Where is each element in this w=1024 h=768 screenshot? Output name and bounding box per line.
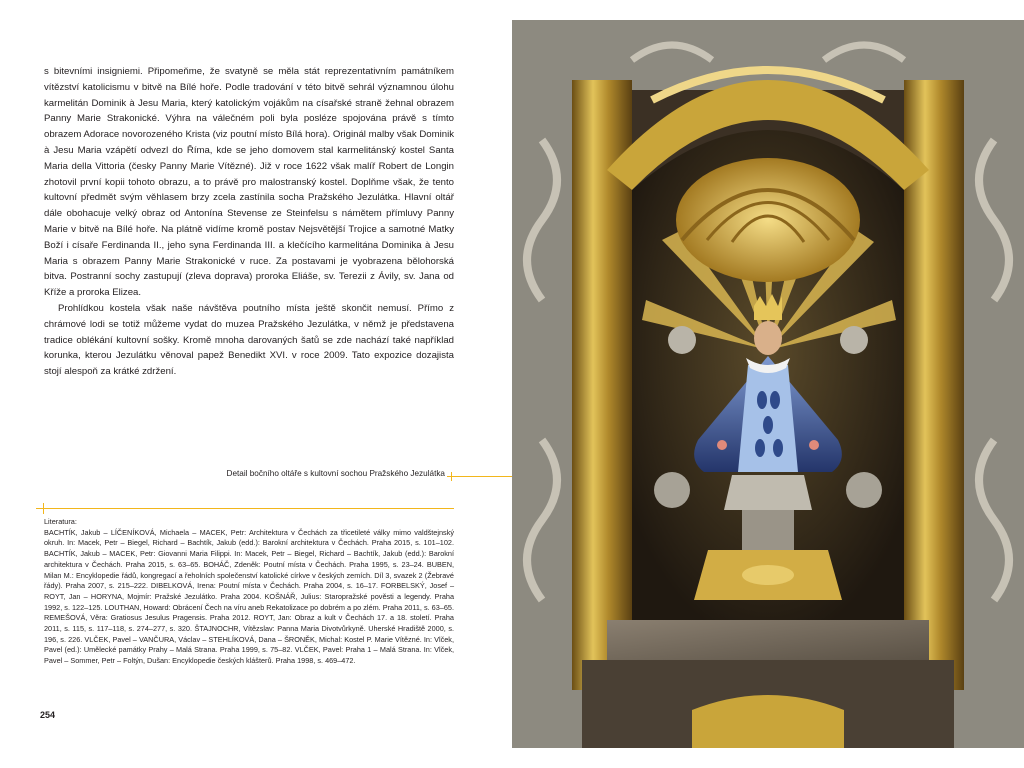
references-text: BACHTÍK, Jakub – LÍČENÍKOVÁ, Michaela – MACEK, Petr: Architektura v Čechách za třicetileté války mimo valdštejnský okruh. In: Macek, Petr – Biegel, Richard – Bachtík, Jakub (edd.): Barokní architektura v Čechách. Praha 2015, s. 101–102. BACHTÍK, Jakub – MACEK, Petr: Giovanni Maria Filippi. In: Macek, Petr – Biegel, Richard – Bachtík, Jakub (edd.): Barokní architektura v Čechách. Praha 2015, s. 63–65. BOHÁČ, Zdeněk: Poutní místa v Čechách. Praha 1995, s. 23–24. BUBEN, Milan M.: Encyklopedie řádů, kongregací a řeholních společenství katolické církve v českých zemích. Díl 3, svazek 2 (Žebravé řády). Praha 2007, s. 215–222. DIBELKOVÁ, Irena: Poutní místa v Čechách. Praha 2004, s. 16–17. FORBELSKÝ, Josef – ROYT, Jan – HORYNA, Mojmír: Pražské Jezulátko. Praha 2004. KOŠNÁŘ, Julius: Staropražské pověsti a legendy. Praha 1992, s. 122–125. LOUTHAN, Howard: Obrácení Čech na víru aneb Rekatolizace po dobrém a po zlém. Praha 2011, s. 63–65. REMEŠOVÁ, Věra: Gratiosus Jesulus Pragensis. Praha 2012. ROYT, Jan: Obraz a kult v Čechách 17. a 18. století. Praha 2011, s. 115, s. 117–118, s. 274–277, s. 320. ŠTAJNOCHR, Vítězslav: Panna Maria Divotvůrkyně. Uherské Hradiště 2000, s. 196, s. 226. VLČEK, Pavel – VANČURA, Václav – STEHLÍKOVÁ, Dana – ŠRONĚK, Michal: Kostel P. Marie Vítězné. In: Vlček, Pavel (ed.): Umělecké památky Prahy – Malá Strana. Praha 1999, s. 75–82. VLČEK, Pavel: Praha 1 – Malá Strana. In: Vlček, Pavel – Sommer, Petr – Foltýn, Dušan: Encyklopedie českých klášterů. Praha 1998, s. 469–472. [44, 527, 454, 666]
page-number: 254 [40, 710, 56, 720]
paragraph: Prohlídkou kostela však naše návštěva poutního místa ještě skončit nemusí. Přímo z chrámové lodi se totiž můžeme vydat do muzea Pražského Jezulátka, v němž je představena tradice oblékání kultovní sošky. Kromě mnoha darovaných šatů se zde nachází také například korunka, kterou Jezulátku věnoval papež Benedikt XVI. v roce 2009. Tato expozice dozajista stojí alespoň za krátké zdržení. [44, 302, 454, 378]
references [44, 517, 454, 667]
body-text [44, 64, 454, 380]
paragraph: s bitevními insigniemi. Připomeňme, že svatyně se měla stát reprezentativním památníkem vítězství katolicismu v bitvě na Bílé hoře. Podle tradování v této bitvě sehrál významnou úlohu karmelitán Dominik à Jesu Maria, který katolickým vojákům na císařské straně žehnal obrazem Panny Marie Strakonické. Výhra na válečném poli byla posléze spojována právě s tímto obrazem Adorace novorozeného Krista (viz poutní místo Bílá hora). Originál malby však Dominik à Jesu Maria vzápětí odvezl do Říma, kde se jeho domovem stal karmelitánský kostel Santa Maria della Vittoria (česky Panny Marie Vítězné). Již v roce 1622 však malíř Robert de Longin zhotovil první kopii tohoto obrazu, a to právě pro malostranský kostel. Doplňme však, že tento kultovní předmět svým věhlasem brzy zcela zastínila socha Pražského Jezulátka. Hlavní oltář dále obohacuje velký obraz od Antonína Stevense ze Steinfelsu s námětem přímluvy Panny Marie v bitvě na Bílé hoře. Na plátně vidíme kromě postav Nejsvětější Trojice a samotné Matky Boží i císaře Ferdinanda II., jeho syna Ferdinanda III. a klečícího karmelitána Dominika à Jesu Maria s obrazem Panny Marie Strakonické v ruce. Za postavami je vyobrazena bělohorská bitva. Postranní sochy zastupují (zleva doprava) proroka Eliáše, sv. Terezii z Ávily, sv. Jana od Kříže a proroka Elizea. [44, 66, 454, 299]
photo-caption: Detail bočního oltáře s kultovní sochou Pražského Jezulátka [226, 469, 445, 478]
references-heading: Literatura: [44, 517, 77, 526]
altar-illustration [512, 20, 1024, 748]
altar-photo [512, 20, 1024, 748]
references-divider [36, 508, 454, 509]
